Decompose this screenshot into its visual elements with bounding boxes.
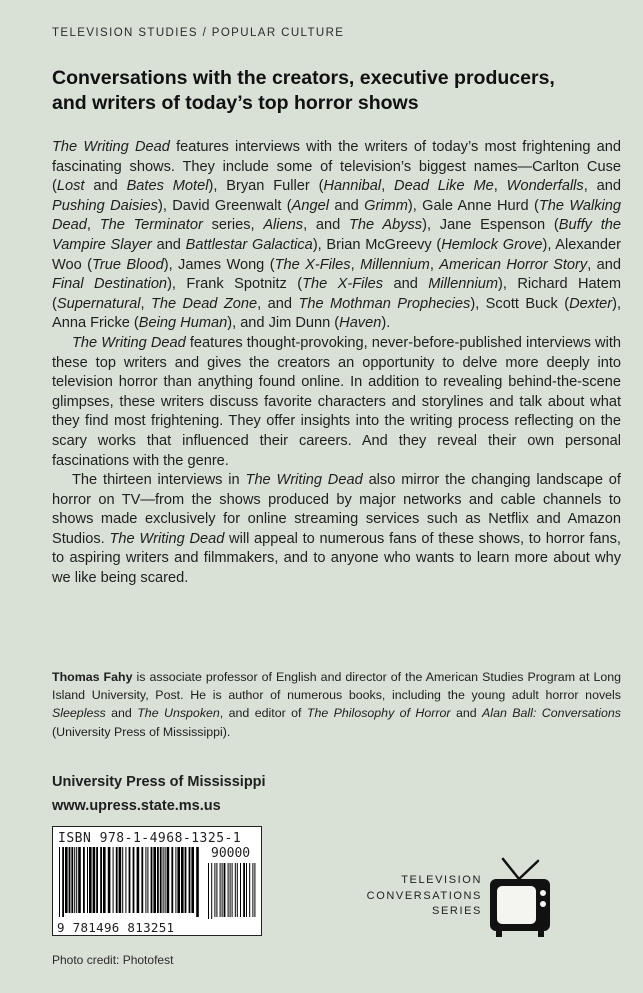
barcode-bar bbox=[69, 847, 71, 913]
author-bio bbox=[52, 668, 621, 741]
ean-barcode-bars bbox=[59, 847, 204, 919]
barcode-bar bbox=[151, 847, 153, 913]
barcode-bar bbox=[129, 847, 131, 913]
barcode-bar bbox=[133, 847, 135, 913]
isbn-text: ISBN 978-1-4968-1325-1 bbox=[58, 831, 242, 846]
barcode-bar bbox=[232, 863, 233, 917]
series-line-3: SERIES bbox=[432, 905, 482, 917]
barcode-bar bbox=[116, 847, 118, 913]
ean-digits: 9 781496 813251 bbox=[57, 920, 175, 935]
barcode-bar bbox=[196, 847, 199, 917]
publisher-block bbox=[52, 770, 266, 818]
barcode-bar bbox=[147, 847, 148, 913]
barcode-bar bbox=[145, 847, 146, 913]
price-addon-text: 90000 bbox=[211, 846, 251, 861]
barcode-bar bbox=[224, 863, 226, 917]
barcode-bar bbox=[243, 863, 245, 917]
barcode-bar bbox=[191, 847, 194, 913]
headline-line-2: and writers of today’s top horror shows bbox=[52, 92, 419, 114]
barcode-bar bbox=[100, 847, 102, 913]
barcode-bar bbox=[89, 847, 92, 913]
barcode-bar bbox=[163, 847, 164, 913]
barcode-bar bbox=[254, 863, 255, 917]
headline bbox=[52, 66, 612, 116]
barcode-bar bbox=[220, 863, 221, 917]
barcode-bar bbox=[181, 847, 184, 913]
barcode-bar bbox=[235, 863, 236, 917]
barcode-bar bbox=[119, 847, 122, 913]
barcode-bar bbox=[216, 863, 217, 917]
barcode-bar bbox=[71, 847, 73, 913]
barcode-bar bbox=[65, 847, 68, 913]
barcode-bar bbox=[153, 847, 156, 913]
barcode-bar bbox=[249, 863, 250, 917]
barcode bbox=[52, 826, 262, 936]
tv-icon bbox=[488, 857, 552, 939]
blurb-paragraph: The Writing Dead features interviews with the writers of today’s most frightening and fascinating shows. They include some of television’s biggest names—Carlton Cuse (Lost and Bates Motel), Bryan Fuller (Hannibal, Dead Like Me, Wonderfalls, and Pushing Daisies), David Greenwalt (Angel and Grimm), Gale Anne Hurd (The Walking Dead, The Terminator series, Aliens, and The Abyss), Jane Espenson (Buffy the Vampire Slayer and Battlestar Galactica), Brian McGreevy (Hemlock Grove), Alexander Woo (True Blood), James Wong (The X-Files, Millennium, American Horror Story, and Final Destination), Frank Spotnitz (The X-Files and Millennium), Richard Hatem (Supernatural, The Dead Zone, and The Mothman Prophecies), Scott Buck (Dexter), Anna Fricke (Being Human), and Jim Dunn (Haven). bbox=[52, 139, 622, 332]
series-line-2: CONVERSATIONS bbox=[366, 889, 482, 902]
blurb bbox=[52, 138, 621, 589]
barcode-bar bbox=[74, 847, 75, 913]
barcode-bar bbox=[93, 847, 96, 913]
barcode-bar bbox=[175, 847, 176, 913]
series-name bbox=[358, 873, 482, 920]
author-name: Thomas Fahy bbox=[52, 670, 133, 684]
barcode-bar bbox=[189, 847, 191, 913]
barcode-bar bbox=[185, 847, 187, 913]
barcode-bar bbox=[171, 847, 173, 913]
barcode-bar bbox=[230, 863, 231, 917]
barcode-bar bbox=[96, 847, 98, 913]
barcode-bar bbox=[160, 847, 162, 913]
barcode-bar bbox=[125, 847, 126, 913]
barcode-bar bbox=[157, 847, 159, 913]
headline-line-1: Conversations with the creators, executive producers, bbox=[52, 67, 555, 89]
barcode-bar bbox=[165, 847, 166, 913]
blurb-paragraph: The thirteen interviews in The Writing Dead also mirror the changing landscape of horror on TV—from the shows produced by major networks and cable channels to shows made exclusively for online streaming services such as Netflix and Amazon Studios. The Writing Dead will appeal to numerous fans of these shows, to horror fans, to aspiring writers and filmmakers, and to anyone who wants to learn more about why we like being scared. bbox=[52, 472, 621, 587]
barcode-bar bbox=[122, 847, 123, 913]
barcode-bar bbox=[228, 863, 229, 917]
barcode-bar bbox=[222, 863, 223, 917]
author-bio-text: is associate professor of English and director of the American Studies Program at Long Island University, Post. He is author of numerous books, including the young adult horror novels Sleepless and The Unspoken, and editor of The Philosophy of Horror and Alan Ball: Conversations (University Press of Mississippi). bbox=[52, 670, 622, 739]
barcode-bar bbox=[237, 863, 238, 917]
barcode-bar bbox=[113, 847, 114, 913]
series-line-1: TELEVISION bbox=[401, 874, 482, 886]
barcode-bar bbox=[240, 863, 241, 917]
publisher-url[interactable]: www.upress.state.ms.us bbox=[52, 798, 221, 814]
barcode-bar bbox=[103, 847, 106, 913]
barcode-bar bbox=[59, 847, 60, 917]
barcode-bar bbox=[87, 847, 88, 913]
blurb-paragraph: The Writing Dead features thought-provoking, never-before-published interviews with these top writers and gives the creators an opportunity to delve more deeply into television horror than anything found online. In addition to revealing behind-the-scene glimpses, these writers discuss favorite characters and storylines and talk about what they find most frightening. They offer insights into the writing process reflecting on the scary works that influenced their careers. And they reveal their own personal fascinations with the genre. bbox=[52, 334, 621, 469]
barcode-bar bbox=[214, 863, 215, 917]
photo-credit: Photo credit: Photofest bbox=[52, 953, 174, 967]
barcode-bar bbox=[208, 863, 209, 919]
category-label: TELEVISION STUDIES / POPULAR CULTURE bbox=[52, 27, 345, 39]
barcode-bar bbox=[252, 863, 253, 917]
barcode-bar bbox=[78, 847, 81, 913]
barcode-bar bbox=[167, 847, 170, 913]
barcode-bar bbox=[108, 847, 111, 913]
barcode-bar bbox=[141, 847, 143, 913]
barcode-bar bbox=[137, 847, 140, 913]
barcode-bar bbox=[177, 847, 180, 913]
barcode-bar bbox=[246, 863, 247, 917]
barcode-bar bbox=[76, 847, 77, 913]
addon-barcode-bars bbox=[208, 863, 258, 919]
barcode-bar bbox=[211, 863, 212, 919]
publisher-name: University Press of Mississippi bbox=[52, 774, 266, 790]
barcode-bar bbox=[62, 847, 64, 917]
barcode-bar bbox=[83, 847, 85, 913]
